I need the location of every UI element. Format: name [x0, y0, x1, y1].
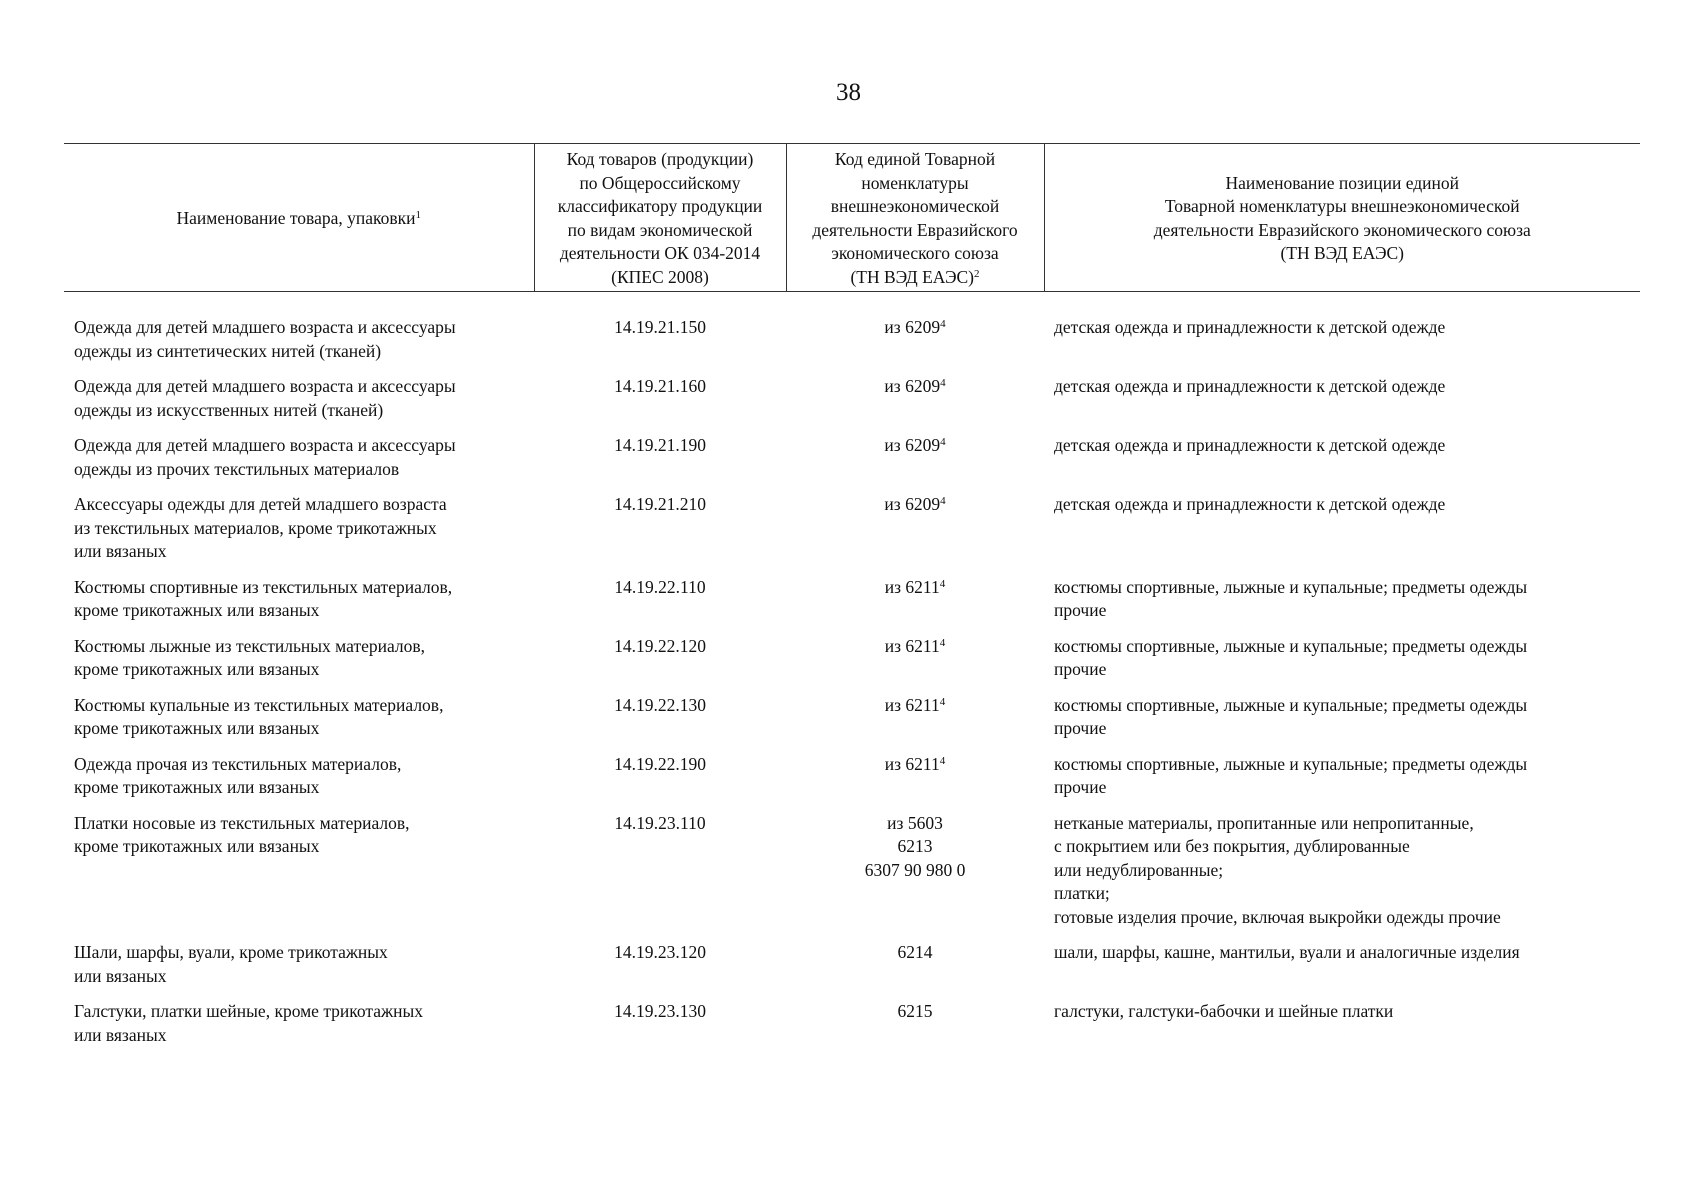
text-line: 6307 90 980 0 [864, 859, 966, 880]
cell-tnved-description [1044, 493, 1640, 576]
text-line: деятельности Евразийского [812, 219, 1018, 240]
text-line: одежды из искусственных нитей (тканей) [74, 399, 384, 420]
cell-tnved-code [786, 1000, 1044, 1059]
table-row [64, 753, 1640, 812]
table-row [64, 694, 1640, 753]
text-line: Аксессуары одежды для детей младшего возраста [74, 494, 447, 514]
cell-tnved-code [786, 493, 1044, 576]
cell-product-name [64, 753, 534, 812]
tnved-code-text: из 6209 [884, 494, 941, 514]
text-line: деятельности Евразийского экономического союза [1153, 219, 1531, 240]
header-tnved: Код единой Товарной номенклатуры внешнеэкономической деятельности Евразийского экономического союза (ТН ВЭД ЕАЭС)$^2$ [786, 144, 1044, 292]
cell-product-name [64, 812, 534, 942]
text-line: детская одежда и принадлежности к детской одежде [1054, 494, 1446, 514]
text-line: платки; [1054, 883, 1110, 903]
text-line: костюмы спортивные, лыжные и купальные; предметы одежды [1054, 576, 1528, 597]
cell-product-name [64, 434, 534, 493]
text-line: детская одежда и принадлежности к детской одежде [1054, 376, 1446, 396]
cell-okpd-code: 14.19.22.120 [614, 635, 706, 656]
text-line: Одежда для детей младшего возраста и аксессуары [74, 435, 456, 455]
cell-okpd-code: 14.19.22.110 [614, 576, 706, 597]
cell-product-name [64, 576, 534, 635]
text-line: Костюмы спортивные из текстильных материалов, [74, 576, 453, 597]
cell-tnved-description [1044, 753, 1640, 812]
text-line: костюмы спортивные, лыжные и купальные; предметы одежды [1054, 694, 1528, 715]
cell-tnved-code [786, 635, 1044, 694]
table-row [64, 1000, 1640, 1059]
text-line: Костюмы купальные из текстильных материалов, [74, 694, 444, 715]
cell-tnved-description [1044, 635, 1640, 694]
text-line: прочие [1054, 718, 1107, 738]
text-line: кроме трикотажных или вязаных [74, 600, 320, 620]
cell-okpd-code: 14.19.23.120 [614, 942, 706, 962]
cell-tnved-code [786, 434, 1044, 493]
table-row [64, 434, 1640, 493]
text-line: классификатору продукции [557, 196, 763, 216]
cell-okpd-code: 14.19.22.190 [614, 753, 706, 774]
tnved-code-text: 6215 [897, 1001, 933, 1021]
text-line: Наименование позиции единой [1225, 172, 1460, 193]
text-line: Код единой Товарной [834, 149, 996, 169]
cell-product-name [64, 694, 534, 753]
cell-tnved-description [1044, 292, 1640, 376]
text-line: или вязаных [74, 541, 167, 561]
text-line: 6213 [897, 836, 933, 856]
cell-tnved-description [1044, 941, 1640, 1000]
header-name: Наименование товара, упаковки$^1$ [64, 144, 534, 292]
text-line: по Общероссийскому [579, 172, 741, 193]
cell-tnved-description [1044, 434, 1640, 493]
text-line: шали, шарфы, кашне, мантильи, вуали и аналогичные изделия [1054, 942, 1520, 962]
text-line: Товарной номенклатуры внешнеэкономической [1164, 196, 1520, 216]
page-number: 38 [836, 79, 861, 106]
text-line: номенклатуры [861, 172, 969, 193]
text-line: внешнеэкономической [830, 196, 1000, 216]
table-row [64, 493, 1640, 576]
text-line: из 5603 [887, 812, 943, 833]
cell-tnved-description [1044, 812, 1640, 942]
cell-tnved-description [1044, 375, 1640, 434]
cell-okpd-code: 14.19.21.210 [614, 494, 706, 514]
footnote-ref: 4 [939, 754, 946, 767]
footnote-ref: 4 [940, 318, 946, 330]
cell-okpd-code: 14.19.22.130 [614, 694, 706, 715]
text-line: костюмы спортивные, лыжные и купальные; предметы одежды [1054, 635, 1528, 656]
footnote-ref: 4 [939, 577, 946, 590]
footnote-ref: 1 [415, 208, 421, 221]
tnved-code-text: из 6209 [884, 317, 941, 337]
cell-okpd-code: 14.19.21.150 [614, 317, 706, 337]
table-header [64, 144, 1640, 292]
text-line: одежды из синтетических нитей (тканей) [74, 340, 382, 361]
text-line: Шали, шарфы, вуали, кроме трикотажных [74, 942, 388, 962]
tnved-code-text: из 6211 [884, 753, 940, 774]
cell-tnved-description [1044, 576, 1640, 635]
text-line: или недублированные; [1054, 859, 1224, 880]
text-line: Костюмы лыжные из текстильных материалов, [74, 635, 426, 656]
footnote-ref: 4 [939, 695, 946, 708]
text-line: по видам экономической [567, 219, 753, 240]
cell-okpd-code: 14.19.23.130 [614, 1001, 706, 1021]
footnote-ref: 4 [940, 495, 946, 507]
footnote-ref: 4 [940, 377, 946, 389]
tnved-code-text: из 6211 [884, 694, 940, 715]
text-line: Одежда для детей младшего возраста и аксессуары [74, 317, 456, 337]
table-row [64, 576, 1640, 635]
text-line: кроме трикотажных или вязаных [74, 836, 320, 856]
text-line: (КПЕС 2008) [611, 266, 709, 287]
cell-tnved-code [786, 576, 1044, 635]
tnved-code-text: из 6209 [884, 435, 941, 455]
table-row [64, 941, 1640, 1000]
cell-tnved-code [786, 812, 1044, 942]
text-line: Код товаров (продукции) [566, 149, 754, 169]
text-line: или вязаных [74, 965, 167, 986]
cell-tnved-code [786, 292, 1044, 376]
cell-tnved-description [1044, 694, 1640, 753]
text-line: кроме трикотажных или вязаных [74, 777, 320, 797]
cell-product-name [64, 1000, 534, 1059]
text-line: детская одежда и принадлежности к детской одежде [1054, 317, 1446, 337]
cell-product-name [64, 941, 534, 1000]
goods-table [64, 143, 1640, 1059]
cell-product-name [64, 292, 534, 376]
table-row [64, 635, 1640, 694]
text-line: с покрытием или без покрытия, дублированные [1054, 836, 1410, 856]
cell-tnved-code [786, 375, 1044, 434]
cell-tnved-description [1044, 1000, 1640, 1059]
text-line: или вязаных [74, 1024, 167, 1045]
table-body [64, 292, 1640, 1060]
text-line: Галстуки, платки шейные, кроме трикотажных [74, 1001, 424, 1021]
cell-tnved-code [786, 753, 1044, 812]
cell-product-name [64, 375, 534, 434]
text-line: из текстильных материалов, кроме трикотажных [74, 517, 437, 538]
tnved-code-text: из 6209 [884, 376, 941, 396]
text-line: прочие [1054, 600, 1107, 620]
text-line: (ТН ВЭД ЕАЭС) [1280, 243, 1405, 263]
text-line: галстуки, галстуки-бабочки и шейные платки [1054, 1001, 1394, 1021]
cell-product-name [64, 635, 534, 694]
text-line: Платки носовые из текстильных материалов, [74, 812, 410, 833]
cell-product-name [64, 493, 534, 576]
text-line: детская одежда и принадлежности к детской одежде [1054, 435, 1446, 455]
footnote-ref: 4 [940, 436, 946, 448]
text-line: готовые изделия прочие, включая выкройки одежды прочие [1054, 906, 1501, 927]
text-line: кроме трикотажных или вязаных [74, 718, 320, 738]
footnote-ref: 2 [974, 267, 980, 280]
table-row [64, 292, 1640, 376]
table-row [64, 375, 1640, 434]
cell-okpd-code: 14.19.21.190 [614, 435, 706, 455]
footnote-ref: 4 [939, 636, 946, 649]
header-okpd [534, 144, 786, 292]
tnved-code-text: 6214 [897, 942, 933, 962]
text-line: деятельности ОК 034-2014 [559, 243, 761, 263]
cell-tnved-code [786, 941, 1044, 1000]
text-line: экономического союза [831, 243, 999, 263]
cell-okpd-code: 14.19.23.110 [614, 812, 706, 833]
tnved-code-text: из 6211 [884, 576, 940, 597]
cell-okpd-code: 14.19.21.160 [614, 376, 706, 396]
tnved-code-text: из 6211 [884, 635, 940, 656]
text-line: Одежда прочая из текстильных материалов, [74, 753, 402, 774]
text-line: кроме трикотажных или вязаных [74, 659, 320, 679]
text-line: костюмы спортивные, лыжные и купальные; предметы одежды [1054, 753, 1528, 774]
text-line: одежды из прочих текстильных материалов [74, 458, 400, 479]
cell-tnved-code [786, 694, 1044, 753]
text-line: Одежда для детей младшего возраста и аксессуары [74, 376, 456, 396]
text-line: прочие [1054, 777, 1107, 797]
text-line: нетканые материалы, пропитанные или непропитанные, [1054, 812, 1474, 833]
text-line: прочие [1054, 659, 1107, 679]
header-description [1044, 144, 1640, 292]
table-row [64, 812, 1640, 942]
